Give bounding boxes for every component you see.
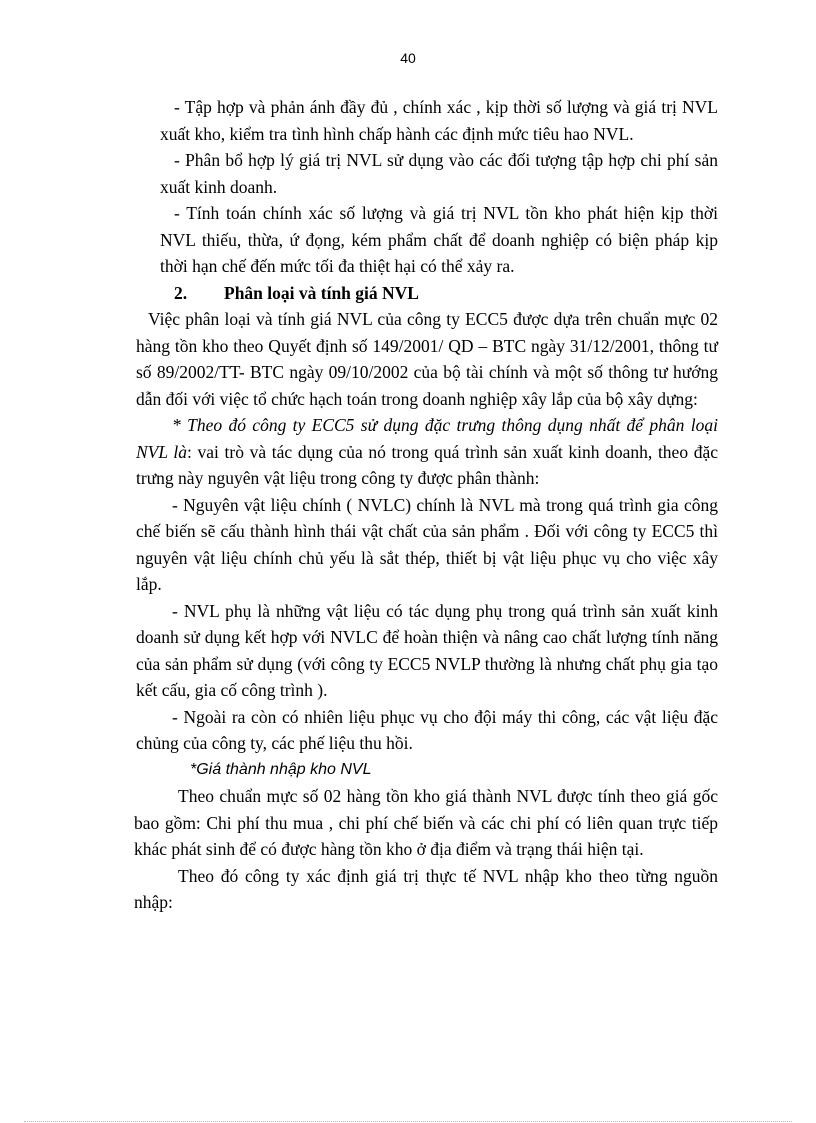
item-other-materials: - Ngoài ra còn có nhiên liệu phục vụ cho đội máy thi công, các vật liệu đặc chủng của công ty, các phế liệu thu hồi. — [136, 706, 718, 753]
closing-paragraph-1: Theo chuẩn mực số 02 hàng tồn kho giá thành NVL được tính theo giá gốc bao gồm: Chi phí thu mua , chi phí chế biến và các chi phí có liên quan trực tiếp khác phát sinh để có được hàng tồn kho ở địa điểm và trạng thái hiện tại. — [134, 786, 718, 859]
section-title: Phân loại và tính giá NVL — [224, 282, 419, 303]
paragraph-3: - Tính toán chính xác số lượng và giá trị NVL tồn kho phát hiện kịp thời NVL thiếu, thừa, ứ đọng, kém phẩm chất để doanh nghiệp có biện pháp kịp thời hạn chế đến mức tối đa thiệt hại có thể xảy ra. — [160, 203, 718, 276]
closing-paragraph-2: Theo đó công ty xác định giá trị thực tế NVL nhập kho theo từng nguồn nhập: — [134, 865, 718, 912]
page-divider — [24, 1121, 792, 1122]
page-number: 40 — [400, 50, 416, 66]
classification-rest: : vai trò và tác dụng của nó trong quá trình sản xuất kinh doanh, theo đặc trưng này nguyên vật liệu trong công ty được phân thành: — [136, 441, 719, 488]
classification-lead: * Theo đó công ty ECC5 sử dụng đặc trưng thông dụng nhất để phân loại NVL là — [136, 415, 718, 462]
item-auxiliary-materials: - NVL phụ là những vật liệu có tác dụng phụ trong quá trình sản xuất kinh doanh sử dụng kết hợp với NVLC để hoàn thiện và nâng cao chất lượng tính năng của sản phẩm sử dụng (với công ty ECC5 NVLP thường là nhưng chất phụ gia tạo kết cấu, gia cố công trình ). — [136, 600, 718, 700]
sub-heading: *Giá thành nhập kho NVL — [190, 760, 372, 778]
intro-paragraph: Việc phân loại và tính giá NVL của công ty ECC5 được dựa trên chuẩn mực 02 hàng tồn kho theo Quyết định số 149/2001/ QD – BTC ngày 31/12/2001, thông tư số 89/2002/TT- BTC ngày 09/10/2002 của bộ tài chính và một số thông tư hướng dẫn đối với việc tổ chức hạch toán trong doanh nghiệp xây lắp của bộ xây dựng: — [136, 309, 718, 409]
item-main-materials: - Nguyên vật liệu chính ( NVLC) chính là NVL mà trong quá trình gia công chế biến sẽ cấu thành hình thái vật chất của sản phẩm . Đối với công ty ECC5 thì nguyên vật liệu chính chủ yếu là sắt thép, thiết bị vật liệu phục vụ cho việc xây lắp. — [136, 494, 718, 594]
section-heading — [160, 280, 718, 307]
classification-paragraph — [136, 412, 718, 492]
paragraph-1: - Tập hợp và phản ánh đầy đủ , chính xác , kịp thời số lượng và giá trị NVL xuất kho, kiểm tra tình hình chấp hành các định mức tiêu hao NVL. — [160, 97, 718, 144]
document-body — [134, 94, 719, 916]
section-number: 2. — [174, 282, 188, 303]
paragraph-2: - Phân bổ hợp lý giá trị NVL sử dụng vào các đối tượng tập hợp chi phí sản xuất kinh doanh. — [160, 150, 718, 197]
